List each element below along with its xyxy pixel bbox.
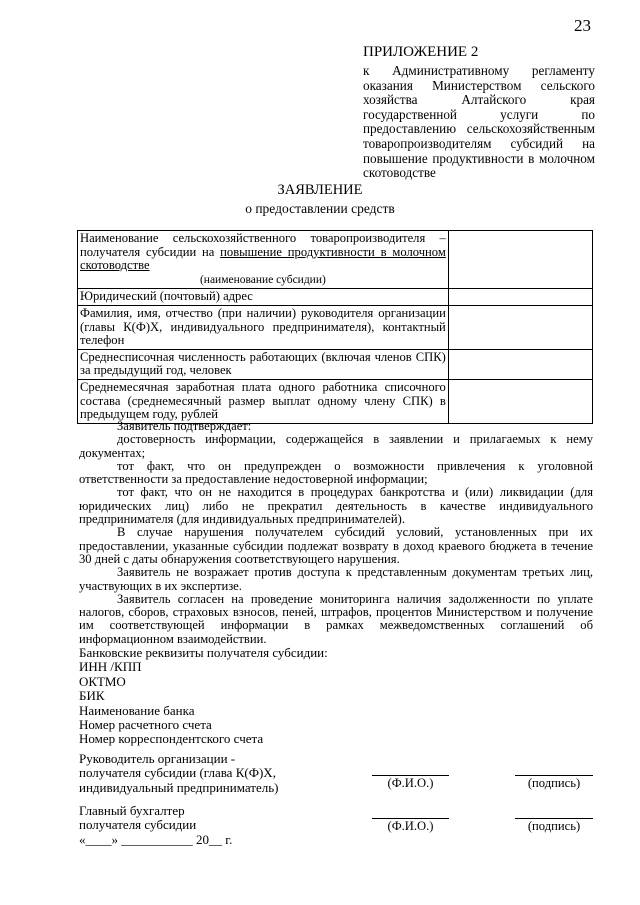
bank-name: Наименование банка: [79, 702, 195, 718]
subsidy-note: (наименование субсидии): [199, 273, 326, 286]
table-row: [78, 231, 593, 289]
signature-date: «____» ___________ 20__ г.: [79, 831, 233, 847]
bank-inn: ИНН /КПП: [79, 659, 142, 675]
declaration-paragraph: достоверность информации, содержащейся в заявлении и прилагаемых к нему документах;: [79, 432, 593, 460]
bank-account: Номер расчетного счета: [79, 717, 212, 733]
bank-bik: БИК: [79, 688, 105, 704]
document-title: ЗАЯВЛЕНИЕ: [277, 182, 363, 198]
subsidy-name: повышение продуктивности в молочном скотоводстве: [80, 244, 446, 273]
table-row: [78, 289, 593, 306]
bank-oktmo: ОКТМО: [79, 673, 126, 689]
table-value-cell[interactable]: [448, 379, 592, 423]
declaration-paragraph: Заявитель не возражает против доступа к представленным документам третьих лиц, участвующих в их экспертизе.: [79, 565, 593, 593]
accountant-fio-label: (Ф.И.О.): [387, 819, 434, 833]
document-subtitle: о предоставлении средств: [245, 201, 395, 216]
table-row: [78, 305, 593, 349]
table-label: Среднесписочная численность работающих (включая членов СПК) за предыдущий год, человек: [78, 349, 449, 379]
bank-details: [79, 646, 328, 747]
table-row: [78, 349, 593, 379]
page-number: 23: [574, 16, 591, 35]
table-value-cell[interactable]: [448, 305, 592, 349]
head-line-3: индивидуальный предприниматель): [79, 779, 279, 795]
declaration-paragraph: В случае нарушения получателем субсидий условий, установленных при их предоставлении, указанные субсидии подлежат возврату в доход краевого бюджета в течение 30 дней с даты обнаружения соответствующего нарушения.: [79, 525, 593, 566]
head-fio-label: (Ф.И.О.): [387, 776, 434, 790]
appendix-title: ПРИЛОЖЕНИЕ 2: [363, 44, 479, 60]
table-value-cell[interactable]: [448, 231, 592, 289]
table-label: Юридический (почтовый) адрес: [78, 289, 449, 306]
accountant-signature-label: [79, 804, 232, 847]
table-label: Среднемесячная заработная плата одного работника списочного состава (среднемесячный размер выплат одному члену СПК) в предыдущем году, рублей: [78, 379, 449, 423]
declaration-paragraph: тот факт, что он не находится в процедурах банкротства и (или) ликвидации (для юридических лиц) либо не прекратил деятельность в качестве индивидуального предпринимателя (для индивидуальных предпринимателей).: [79, 485, 593, 527]
table-label: Фамилия, имя, отчество (при наличии) руководителя организации (главы К(Ф)Х, индивидуального предпринимателя), контактный телефон: [78, 305, 449, 349]
head-line-2: получателя субсидии (глава К(Ф)Х,: [79, 765, 276, 781]
declaration-paragraph: Заявитель подтверждает:: [117, 419, 252, 433]
bank-heading: Банковские реквизиты получателя субсидии:: [79, 645, 328, 660]
bank-corr-account: Номер корреспондентского счета: [79, 731, 264, 747]
declaration-paragraph: тот факт, что он предупрежден о возможности привлечения к уголовной ответственности за предоставление недостоверной информации;: [79, 458, 593, 487]
declaration-text: [79, 420, 593, 646]
head-signature-label: [79, 752, 279, 795]
table-row: [78, 379, 593, 423]
subsidy-label-text: Наименование сельскохозяйственного товаропроизводителя – получателя субсидии на: [80, 231, 446, 259]
accountant-line-1: Главный бухгалтер: [79, 803, 185, 818]
table-label: [78, 231, 449, 289]
appendix-block: [363, 44, 595, 181]
accountant-sign-label: (подпись): [527, 819, 581, 833]
accountant-line-2: получателя субсидии: [79, 817, 197, 833]
head-sign-label: (подпись): [527, 776, 581, 790]
appendix-body: к Административному регламенту оказания Министерством сельского хозяйства Алтайского края государственной услуги по предоставлению сельскохозяйственным товаропроизводителям субсидий на повышение продуктивности в молочном скотоводстве: [363, 63, 595, 181]
table-value-cell[interactable]: [448, 289, 592, 306]
application-table: [77, 230, 593, 424]
head-line-1: Руководитель организации -: [79, 751, 236, 766]
table-value-cell[interactable]: [448, 349, 592, 379]
declaration-paragraph: Заявитель согласен на проведение мониторинга наличия задолженности по уплате налогов, сборов, страховых взносов, пеней, штрафов, процентов Министерством и получение им соответствующей информации в рамках межведомственных соглашений об информационном взаимодействии.: [79, 591, 593, 646]
